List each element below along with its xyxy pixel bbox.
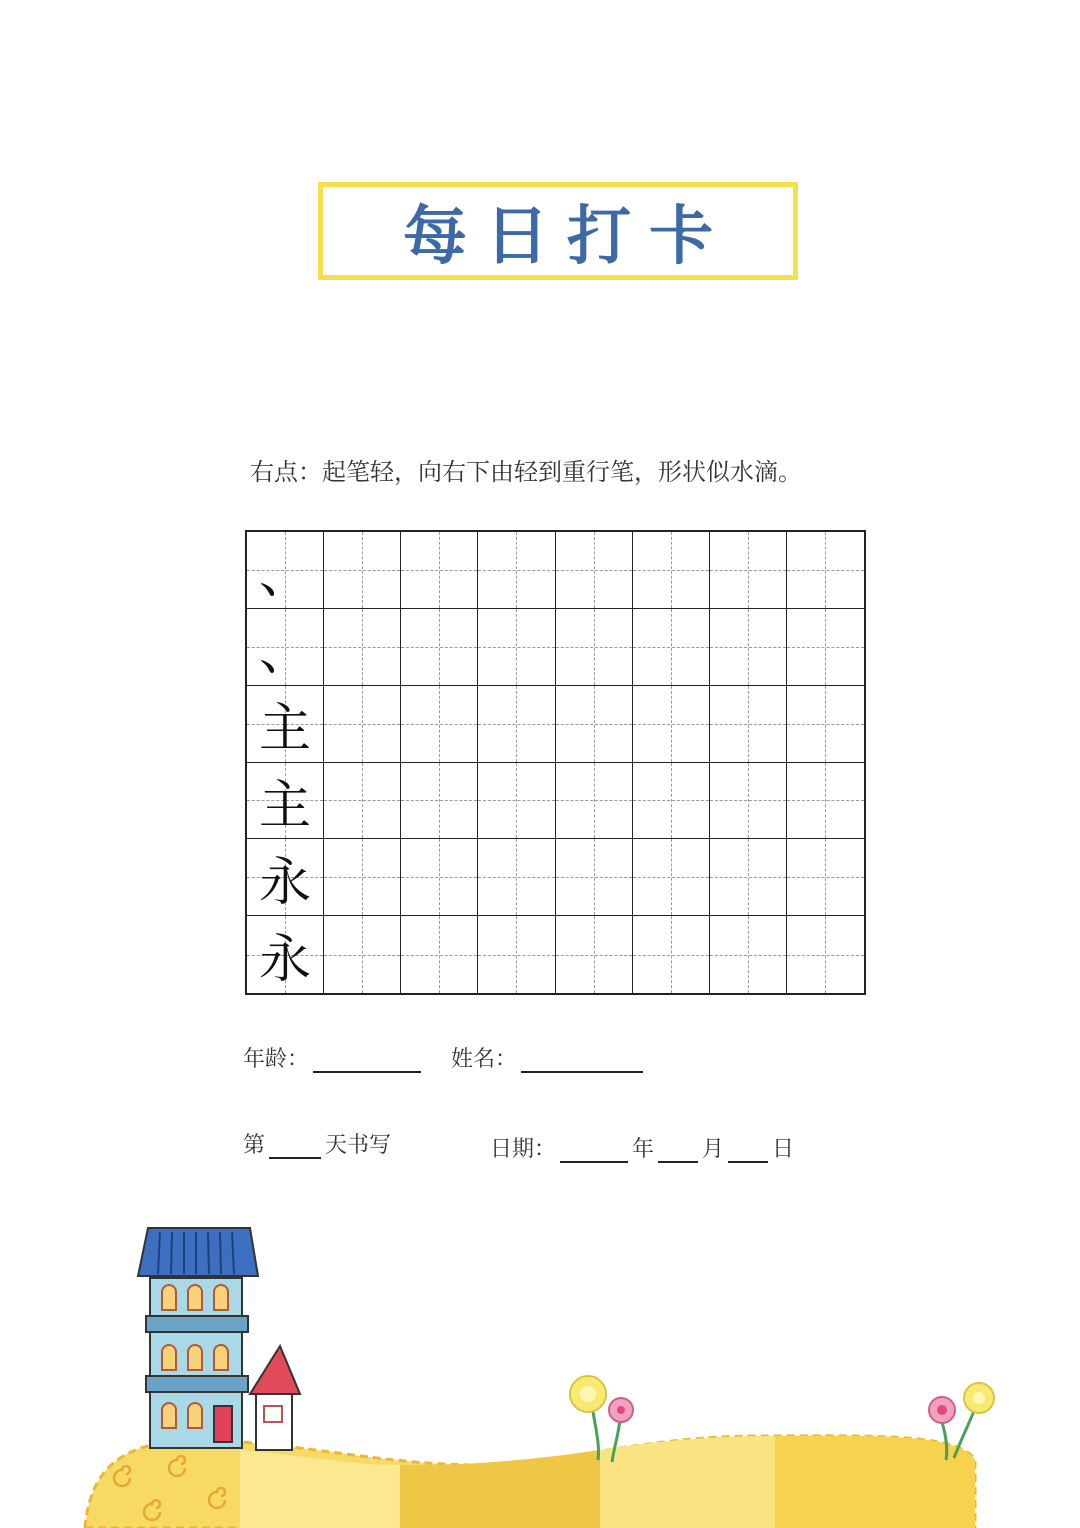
practice-cell[interactable] [478,532,555,609]
example-cell [247,532,324,609]
practice-cell[interactable] [478,916,555,993]
age-blank[interactable] [313,1047,421,1073]
practice-cell[interactable] [324,532,401,609]
year-label: 年 [632,1137,655,1162]
practice-cell[interactable] [478,763,555,840]
practice-cell[interactable] [478,686,555,763]
practice-cell[interactable] [710,686,787,763]
example-cell [247,916,324,993]
day-suffix: 天书写 [325,1133,392,1158]
practice-cell[interactable] [556,686,633,763]
example-character: 永 [259,930,312,991]
example-cell [247,839,324,916]
date-line [490,1132,794,1163]
practice-cell[interactable] [787,686,864,763]
practice-cell[interactable] [633,532,710,609]
small-house-icon [250,1346,300,1450]
practice-cell[interactable] [787,839,864,916]
practice-cell[interactable] [556,763,633,840]
scenery-illustration [0,1210,1080,1528]
example-character: 主 [259,699,312,760]
month-blank[interactable] [658,1137,698,1163]
practice-cell[interactable] [401,916,478,993]
day-line [243,1128,391,1159]
practice-cell[interactable] [556,609,633,686]
practice-cell[interactable] [710,609,787,686]
practice-cell[interactable] [478,609,555,686]
hill-icon [85,1436,975,1528]
age-label: 年龄： [243,1047,310,1072]
example-cell [247,763,324,840]
example-cell [247,609,324,686]
practice-cell[interactable] [401,686,478,763]
practice-cell[interactable] [787,916,864,993]
practice-cell[interactable] [324,609,401,686]
practice-cell[interactable] [324,763,401,840]
writing-grid [245,530,866,995]
age-name-line [243,1042,647,1073]
name-label: 姓名： [451,1047,518,1072]
example-cell [247,686,324,763]
practice-cell[interactable] [710,763,787,840]
example-character: 永 [259,852,312,913]
practice-cell[interactable] [556,916,633,993]
practice-cell[interactable] [633,686,710,763]
month-label: 月 [702,1137,725,1162]
year-blank[interactable] [560,1137,628,1163]
practice-cell[interactable] [478,839,555,916]
practice-cell[interactable] [633,839,710,916]
practice-cell[interactable] [710,532,787,609]
practice-cell[interactable] [787,609,864,686]
title-banner [318,182,798,280]
day-count-blank[interactable] [269,1133,321,1159]
example-character: 主 [259,775,312,836]
name-blank[interactable] [521,1047,643,1073]
practice-cell[interactable] [324,839,401,916]
practice-cell[interactable] [401,609,478,686]
practice-cell[interactable] [401,532,478,609]
practice-cell[interactable] [710,916,787,993]
practice-cell[interactable] [324,686,401,763]
practice-cell[interactable] [710,839,787,916]
practice-cell[interactable] [556,839,633,916]
day-label: 日 [772,1137,795,1162]
practice-cell[interactable] [556,532,633,609]
practice-cell[interactable] [787,763,864,840]
day-blank[interactable] [728,1137,768,1163]
tall-house-icon [138,1228,258,1448]
date-label: 日期： [490,1137,557,1162]
practice-cell[interactable] [633,763,710,840]
example-character: 、 [259,622,312,683]
page-title: 每日打卡 [403,200,731,274]
practice-cell[interactable] [324,916,401,993]
practice-cell[interactable] [401,839,478,916]
practice-cell[interactable] [633,916,710,993]
stroke-instruction: 右点：起笔轻，向右下由轻到重行笔，形状似水滴。 [250,458,802,486]
example-character: 、 [259,545,312,606]
day-prefix: 第 [243,1133,266,1158]
practice-cell[interactable] [633,609,710,686]
practice-cell[interactable] [787,532,864,609]
practice-cell[interactable] [401,763,478,840]
